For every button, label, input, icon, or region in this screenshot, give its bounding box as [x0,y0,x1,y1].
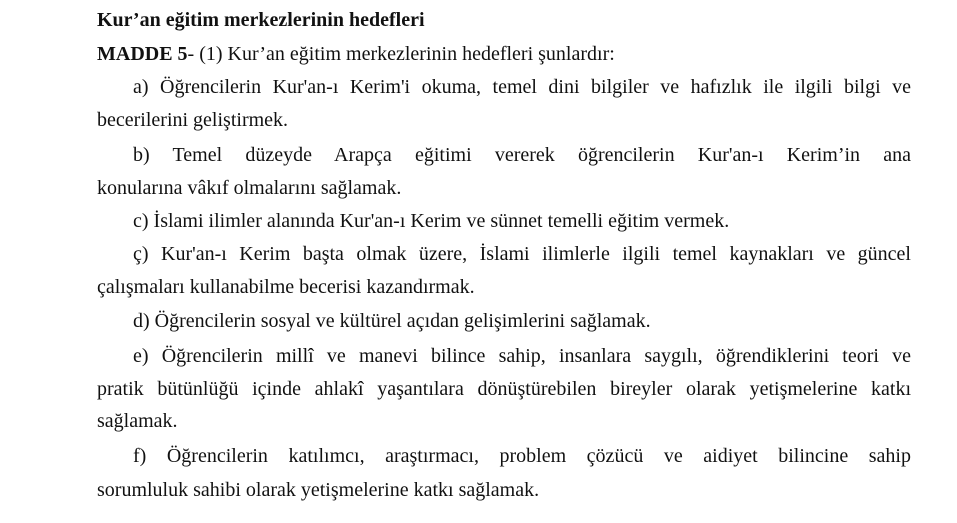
item-b-line-2: konularına vâkıf olmalarını sağlamak. [97,177,402,199]
item-a-line-1: a) Öğrencilerin Kur'an-ı Kerim'i okuma, temel dini bilgiler ve hafızlık ile ilgili bilgi ve [133,76,911,98]
section-heading: Kur’an eğitim merkezlerinin hedefleri [97,9,425,31]
item-d-line-1: d) Öğrencilerin sosyal ve kültürel açıdan gelişimlerini sağlamak. [133,310,651,332]
item-f-line-1: f) Öğrencilerin katılımcı, araştırmacı, problem çözücü ve aidiyet bilincine sahip [133,445,911,467]
item-e-line-3: sağlamak. [97,410,178,432]
item-a-line-2: becerilerini geliştirmek. [97,109,289,131]
item-e-line-2: pratik bütünlüğü içinde ahlakî yaşantılara dönüştürebilen bireyler olarak yetişmelerine katkı [97,378,911,400]
item-c-line-1: c) İslami ilimler alanında Kur'an-ı Kerim ve sünnet temelli eğitim vermek. [133,210,730,232]
item-b-line-1: b) Temel düzeyde Arapça eğitimi vererek öğrencilerin Kur'an-ı Kerim’in ana [133,144,911,166]
article-intro [97,38,911,71]
article-intro-text: - (1) Kur’an eğitim merkezlerinin hedefleri şunlardır: [187,43,615,65]
item-e-line-1: e) Öğrencilerin millî ve manevi bilince sahip, insanlara saygılı, öğrendiklerini teori ve [133,345,911,367]
item-cc-line-1: ç) Kur'an-ı Kerim başta olmak üzere, İslami ilimlerle ilgili temel kaynakları ve güncel [133,243,911,265]
article-number: MADDE 5 [97,43,188,65]
item-f-line-2: sorumluluk sahibi olarak yetişmelerine katkı sağlamak. [97,479,540,501]
item-cc-line-2: çalışmaları kullanabilme becerisi kazandırmak. [97,276,475,298]
